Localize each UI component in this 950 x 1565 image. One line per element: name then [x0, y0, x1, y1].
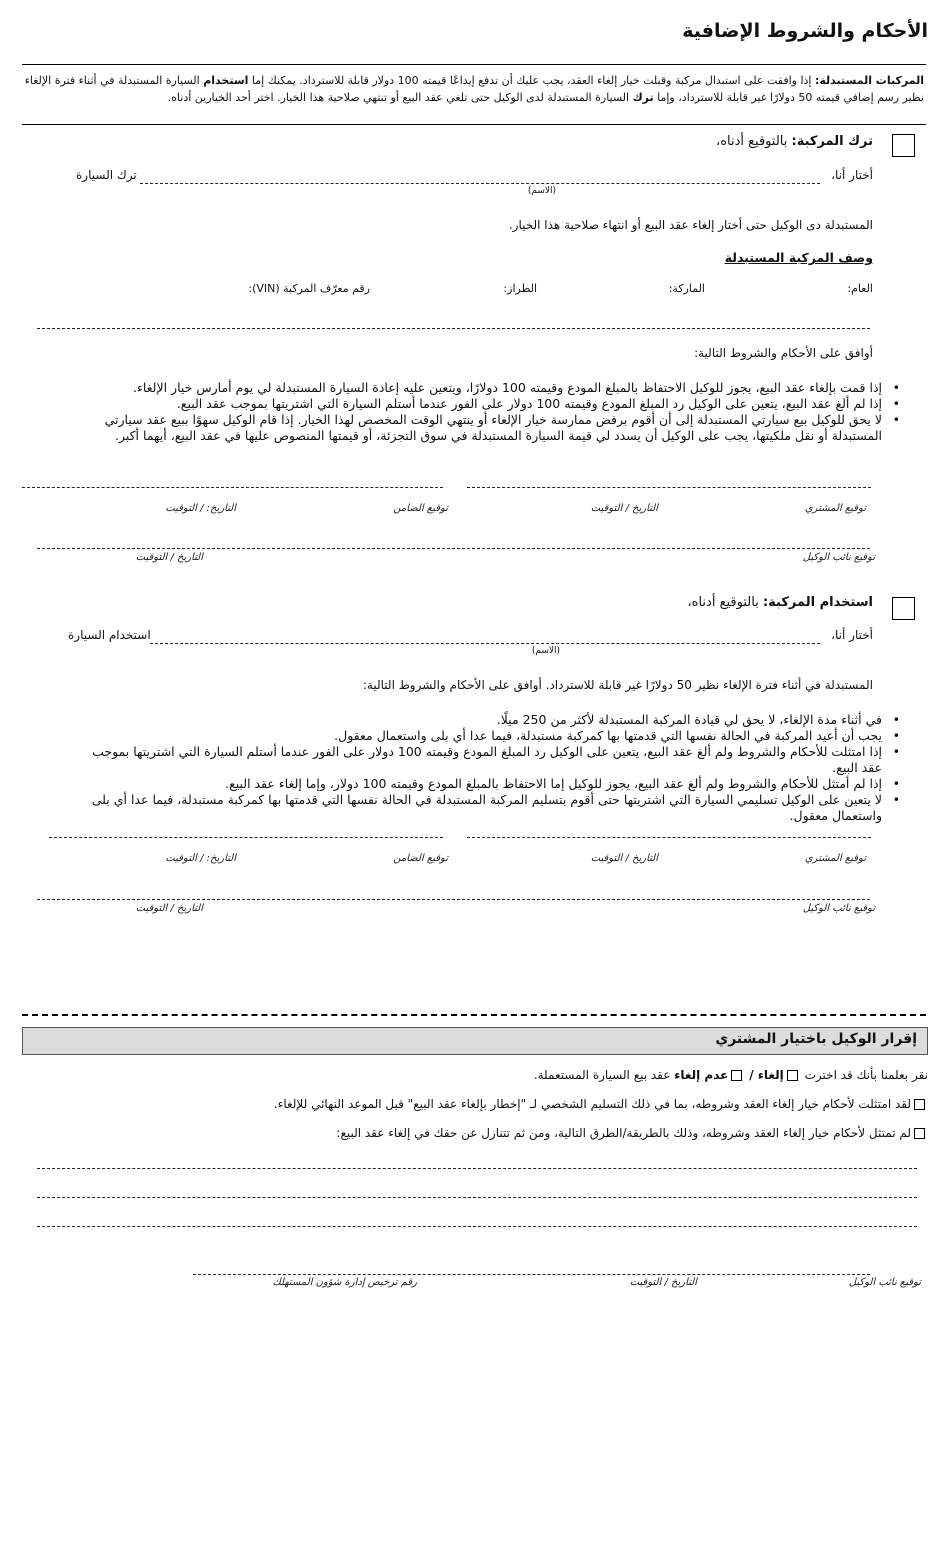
- use-heading-bold: استخدام المركبة:: [762, 595, 873, 610]
- list-item: • يجب أن أعيد المركبة في الحالة نفسها التي قدمتها بها كمركبة مستبدلة، فيما عدا أي بلى واستعمال معقول.: [74, 728, 900, 744]
- use-name-field[interactable]: [150, 643, 820, 644]
- intro-text-a: إذا وافقت على استبدال مركبة وقبلت خيار إلغاء العقد، يجب عليك أن تدفع إيداعًا قيمته 100 دولار قابلة للاسترداد. يمكنك إما: [248, 74, 815, 87]
- dealer-rep-date-label: التاريخ / التوقيت: [135, 903, 203, 914]
- dealer-ack-signature-line[interactable]: [193, 1274, 870, 1275]
- cosigner-signature-label: توقيع الضامن: [393, 503, 448, 514]
- buyer-signature-label: توقيع المشتري: [804, 503, 866, 514]
- dealer-ack-line1-b: عقد بيع السيارة المستعملة.: [533, 1068, 671, 1082]
- list-item: • إذا لم أمتثل للأحكام والشروط ولم ألغ عقد البيع، يجوز للوكيل إما الاحتفاظ بالمبلغ المودع وقيمته 100 دولار، وإما إلغاء عقد البيع.: [74, 776, 900, 792]
- intro-text-b: السيارة المستبدلة في أثناء فترة الإلغاء نظير رسم إضافي قيمته 50 دولارًا غير قابلة للاسترداد، وإما: [24, 74, 924, 104]
- leave-heading-bold: ترك المركبة:: [791, 134, 873, 149]
- explanation-line[interactable]: [37, 1197, 917, 1198]
- buyer-signature-line[interactable]: [467, 837, 871, 838]
- cosigner-date-label: التاريخ: / التوقيت: [165, 853, 236, 864]
- dealer-ack-heading: إقرار الوكيل باختيار المشتري: [715, 1031, 917, 1047]
- list-item: • إذا قمت بإلغاء عقد البيع، يجوز للوكيل الاحتفاظ بالمبلغ المودع وقيمته 100 دولارًا، ويتعين عليه إعادة السيارة المستبدلة لي يوم أمارس خيار الإلغاء.: [74, 380, 900, 396]
- dealer-ack-line2-text: لقد امتثلت لأحكام خيار إلغاء العقد وشروطه، بما في ذلك التسليم الشخصي لـ "إخطار بإلغاء عقد البيع" قبل الموعد النهائي للإلغاء.: [273, 1097, 911, 1111]
- buyer-signature-label: توقيع المشتري: [804, 853, 866, 864]
- vehicle-description-heading: وصف المركبة المستبدلة: [724, 250, 873, 265]
- dealer-ack-date-label: التاريخ / التوقيت: [629, 1277, 697, 1288]
- cancel-option-label: إلغاء /: [749, 1068, 784, 1082]
- use-name-caption: (الاسم): [531, 646, 560, 656]
- list-item: • لا يحق للوكيل بيع سيارتي المستبدلة إلى أن أقوم برفض ممارسة خيار الإلغاء أو ينتهي الوقت المخصص لهذا الخيار. إذا قام الوكيل سهوًا ببيع عقد سيارتي المستبدلة أو نقل ملكيتها، يجب على الوكيل أن يسدد لي قيمة السيارة المستبدلة في سوق التجزئة، أو قيمتها المنصوص عليها في عقد البيع، أيهما أكبر.: [74, 412, 900, 444]
- complied-checkbox[interactable]: [914, 1099, 925, 1110]
- intro-bold-use: استخدام: [203, 74, 249, 87]
- leave-choose-label: أختار أنا،: [831, 168, 873, 182]
- cancel-checkbox[interactable]: [787, 1070, 798, 1081]
- no-cancel-option-label: عدم إلغاء: [674, 1068, 729, 1082]
- leave-terms-list: [74, 380, 900, 444]
- dealer-ack-line3: [336, 1126, 928, 1140]
- leave-section-heading: [716, 134, 873, 149]
- divider: [22, 124, 926, 125]
- vehicle-make-label: الماركة:: [668, 282, 705, 295]
- buyer-date-label: التاريخ / التوقيت: [590, 503, 658, 514]
- leave-agree-label: أوافق على الأحكام والشروط التالية:: [694, 346, 873, 360]
- list-item: • إذا امتثلت للأحكام والشروط ولم ألغ عقد البيع، يتعين على الوكيل رد المبلغ المودع وقيمته 100 دولار على الفور عندما أستلم السيارة التي اشتريتها بموجب عقد البيع.: [74, 744, 900, 776]
- buyer-signature-line[interactable]: [467, 487, 871, 488]
- intro-bold-leave: ترك: [632, 91, 654, 104]
- leave-heading-rest: بالتوقيع أدناه،: [716, 134, 792, 149]
- dealer-ack-line2: [274, 1097, 928, 1111]
- list-item: • لا يتعين على الوكيل تسليمي السيارة التي اشتريتها حتى أقوم بتسليم المركبة المستبدلة في الحالة نفسها التي قدمتها بها كمركبة مستبدلة، فيما عدا أي بلى واستعمال معقول.: [74, 792, 900, 824]
- leave-car-label: ترك السيارة: [76, 168, 137, 182]
- use-vehicle-checkbox[interactable]: [892, 597, 915, 620]
- leave-name-caption: (الاسم): [527, 186, 556, 196]
- vehicle-year-label: العام:: [847, 282, 873, 295]
- use-continuation: المستبدلة في أثناء فترة الإلغاء نظير 50 دولارًا غير قابلة للاسترداد. أوافق على الأحكام والشروط التالية:: [362, 678, 873, 692]
- no-cancel-checkbox[interactable]: [731, 1070, 742, 1081]
- leave-name-field[interactable]: [140, 183, 820, 184]
- dealer-rep-date-label: التاريخ / التوقيت: [135, 552, 203, 563]
- dealer-ack-line1: [534, 1068, 928, 1082]
- dealer-rep-signature-line[interactable]: [37, 548, 870, 549]
- use-terms-list: [74, 712, 900, 824]
- dealer-ack-header: [22, 1027, 928, 1055]
- leave-continuation: المستبدلة دى الوكيل حتى أختار إلغاء عقد البيع أو انتهاء صلاحية هذا الخيار.: [508, 218, 873, 232]
- cosigner-signature-line[interactable]: [22, 487, 443, 488]
- dealer-ack-line3-text: لم تمتثل لأحكام خيار إلغاء العقد وشروطه، وذلك بالطريقة/الطرق التالية، ومن ثم تتنازل عن حقك في إلغاء عقد البيع:: [336, 1126, 911, 1140]
- cosigner-signature-line[interactable]: [49, 837, 443, 838]
- buyer-date-label: التاريخ / التوقيت: [590, 853, 658, 864]
- not-complied-checkbox[interactable]: [914, 1128, 925, 1139]
- page-title: الأحكام والشروط الإضافية: [682, 20, 928, 42]
- explanation-line[interactable]: [37, 1168, 917, 1169]
- intro-text-c: السيارة المستبدلة لدى الوكيل حتى تلغي عقد البيع أو تنتهي صلاحية هذا الخيار. اختر أحد الخيارين أدناه.: [167, 91, 633, 104]
- dealer-ack-line1-a: نقر بعلمنا بأنك قد اخترت: [804, 1068, 928, 1082]
- use-section-heading: [687, 595, 873, 610]
- intro-paragraph: [24, 72, 924, 106]
- list-item: • إذا لم ألغ عقد البيع، يتعين على الوكيل رد المبلغ المودع وقيمته 100 دولار على الفور عندما أستلم السيارة التي اشتريتها بموجب عقد البيع.: [74, 396, 900, 412]
- cosigner-date-label: التاريخ: / التوقيت: [165, 503, 236, 514]
- divider: [22, 64, 926, 65]
- use-heading-rest: بالتوقيع أدناه،: [687, 595, 763, 610]
- vehicle-vin-label: رقم معرّف المركبة (VIN):: [248, 282, 370, 295]
- dealer-ack-license-label: رقم ترخيص إدارة شؤون المستهلك: [272, 1277, 417, 1288]
- explanation-line[interactable]: [37, 1226, 917, 1227]
- intro-label: المركبات المستبدلة:: [814, 74, 924, 87]
- leave-vehicle-checkbox[interactable]: [892, 134, 915, 157]
- vehicle-description-field[interactable]: [37, 328, 870, 329]
- cosigner-signature-label: توقيع الضامن: [393, 853, 448, 864]
- list-item: • في أثناء مدة الإلغاء، لا يحق لي قيادة المركبة المستبدلة لأكثر من 250 ميلًا.: [74, 712, 900, 728]
- use-car-label: استخدام السيارة: [68, 628, 151, 642]
- use-choose-label: أختار أنا،: [831, 628, 873, 642]
- section-separator: [22, 1014, 926, 1016]
- dealer-rep-signature-label: توقيع نائب الوكيل: [802, 903, 875, 914]
- dealer-ack-rep-signature-label: توقيع نائب الوكيل: [848, 1277, 921, 1288]
- vehicle-model-label: الطراز:: [503, 282, 537, 295]
- dealer-rep-signature-line[interactable]: [37, 899, 870, 900]
- dealer-rep-signature-label: توقيع نائب الوكيل: [802, 552, 875, 563]
